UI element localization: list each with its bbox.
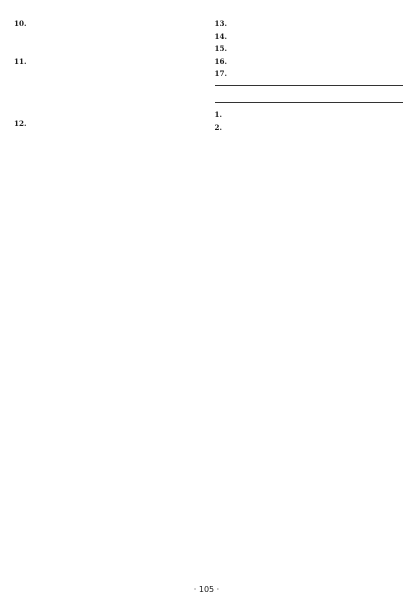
answer-item [215,122,404,133]
answer-item [14,31,203,42]
answer-item [14,80,203,91]
answer-item [215,31,404,42]
item-number: 15. [214,44,228,54]
item-number: 11. [14,56,27,66]
left-column [14,6,203,580]
answer-item [215,109,404,120]
answer-item [215,56,404,67]
section-heading [215,85,404,103]
answer-item [14,56,203,67]
page-number: · 105 · [193,585,220,594]
item-number: 16. [214,56,228,66]
answer-item [215,68,404,79]
answer-item [14,18,203,29]
item-number: 14. [214,31,228,41]
answer-item [14,118,203,129]
answer-item [215,6,404,17]
item-number: 13. [214,19,228,29]
item-number: 12. [14,118,27,128]
item-number: 17. [214,69,228,79]
answer-item [14,43,203,54]
item-number: 2. [214,122,223,132]
right-column [215,6,404,580]
answer-item [14,93,203,104]
answer-item [215,18,404,29]
answer-item [215,43,404,54]
item-number: 10. [14,19,27,29]
two-column-layout [14,6,403,580]
answer-item [14,6,203,17]
answer-item [14,105,203,116]
item-number: 1. [214,110,223,120]
answer-item [14,68,203,79]
